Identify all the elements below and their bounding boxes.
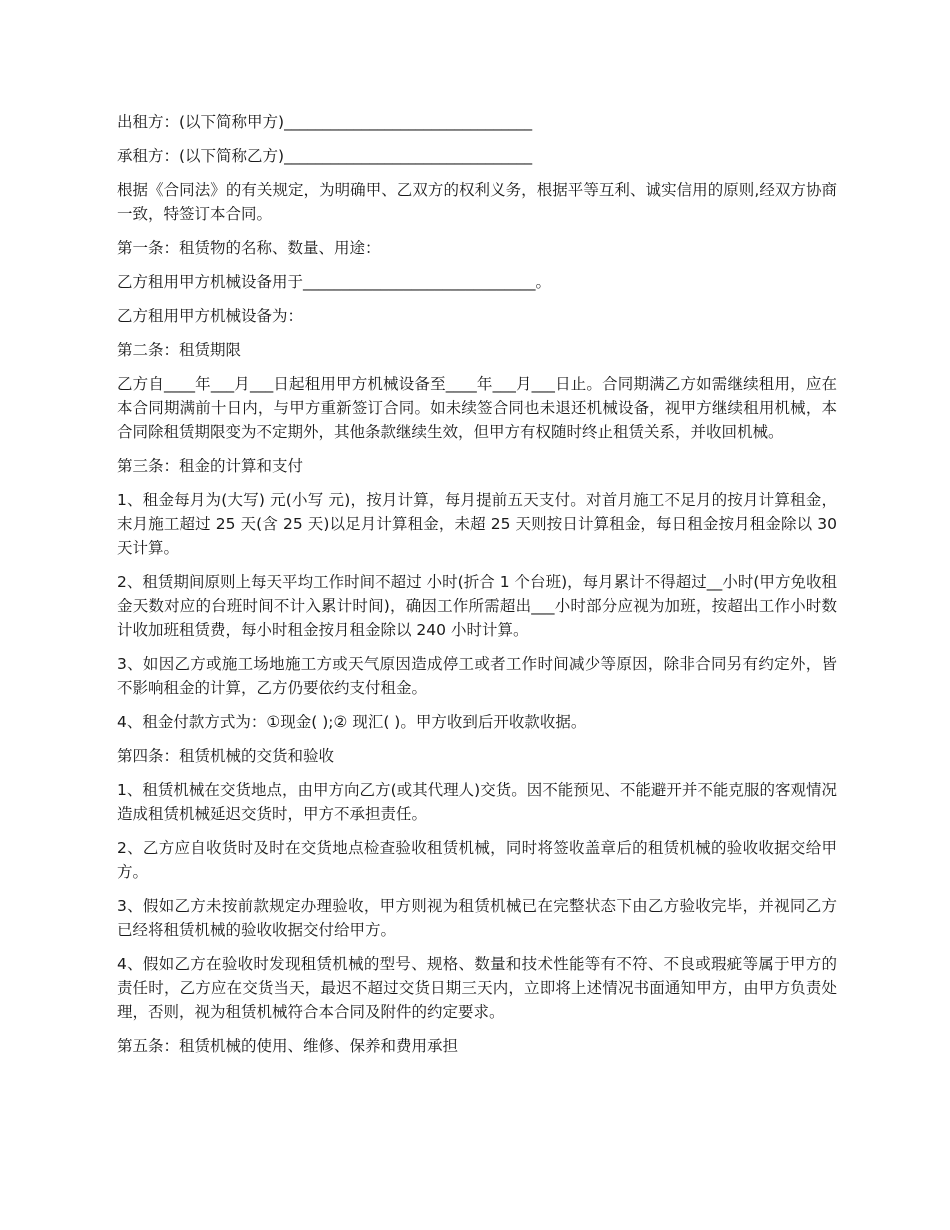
- lessor-line: 出租方：(以下简称甲方)________________________________: [117, 113, 533, 131]
- article-4-clause-4: 4、假如乙方在验收时发现租赁机械的型号、规格、数量和技术性能等有不符、不良或瑕疵等属于甲方的责任时，乙方应在交货当天，最迟不超过交货日期三天内，立即将上述情况书面通知甲方，由甲方负责处理，否则，视为租赁机械符合本合同及附件的约定要求。: [117, 955, 837, 1021]
- article-3-clause-2: 2、租赁期间原则上每天平均工作时间不超过 小时(折合 1 个台班)，每月累计不得超过__小时(甲方免收租金天数对应的台班时间不计入累计时间)，确因工作所需超出___小时部分应视为加班，按超出工作小时数计收加班租赁费，每小时租金按月租金除以 240 小时计算。: [117, 573, 837, 639]
- article-4-clause-2: 2、乙方应自收货时及时在交货地点检查验收租赁机械，同时将签收盖章后的租赁机械的验收收据交给甲方。: [117, 839, 837, 881]
- article-2-body: 乙方自____年___月___日起租用甲方机械设备至____年___月___日止。合同期满乙方如需继续租用，应在本合同期满前十日内，与甲方重新签订合同。如未续签合同也未退还机械设备，视甲方继续租用机械，本合同除租赁期限变为不定期外，其他条款继续生效，但甲方有权随时终止租赁关系，并收回机械。: [117, 375, 837, 441]
- article-4-clause-3: 3、假如乙方未按前款规定办理验收，甲方则视为租赁机械已在完整状态下由乙方验收完毕，并视同乙方已经将租赁机械的验收收据交付给甲方。: [117, 897, 837, 939]
- article-5-heading: 第五条：租赁机械的使用、维修、保养和费用承担: [117, 1037, 459, 1055]
- article-4-clause-1: 1、租赁机械在交货地点，由甲方向乙方(或其代理人)交货。因不能预见、不能避开并不能克服的客观情况造成租赁机械延迟交货时，甲方不承担责任。: [117, 781, 837, 823]
- article-3-clause-1: 1、租金每月为(大写) 元(小写 元)，按月计算，每月提前五天支付。对首月施工不足月的按月计算租金，末月施工超过 25 天(含 25 天)以足月计算租金，未超 25 天则按日计算租金，每日租金按月租金除以 30 天计算。: [117, 491, 842, 557]
- article-1-equipment: 乙方租用甲方机械设备为：: [117, 307, 304, 325]
- article-2-heading: 第二条：租赁期限: [117, 341, 242, 359]
- article-1-purpose: 乙方租用甲方机械设备用于______________________________。: [117, 273, 552, 291]
- article-3-heading: 第三条：租金的计算和支付: [117, 457, 304, 475]
- article-4-heading: 第四条：租赁机械的交货和验收: [117, 747, 335, 765]
- article-1-heading: 第一条：租赁物的名称、数量、用途：: [117, 239, 381, 257]
- preamble: 根据《合同法》的有关规定，为明确甲、乙双方的权利义务，根据平等互利、诚实信用的原则,经双方协商一致，特签订本合同。: [117, 181, 837, 223]
- document-page: [117, 110, 842, 1068]
- article-3-clause-4: 4、租金付款方式为：①现金( );② 现汇( )。甲方收到后开收款收据。: [117, 713, 587, 731]
- article-3-clause-3: 3、如因乙方或施工场地施工方或天气原因造成停工或者工作时间减少等原因，除非合同另有约定外，皆不影响租金的计算，乙方仍要依约支付租金。: [117, 655, 837, 697]
- lessee-line: 承租方：(以下简称乙方)________________________________: [117, 147, 533, 165]
